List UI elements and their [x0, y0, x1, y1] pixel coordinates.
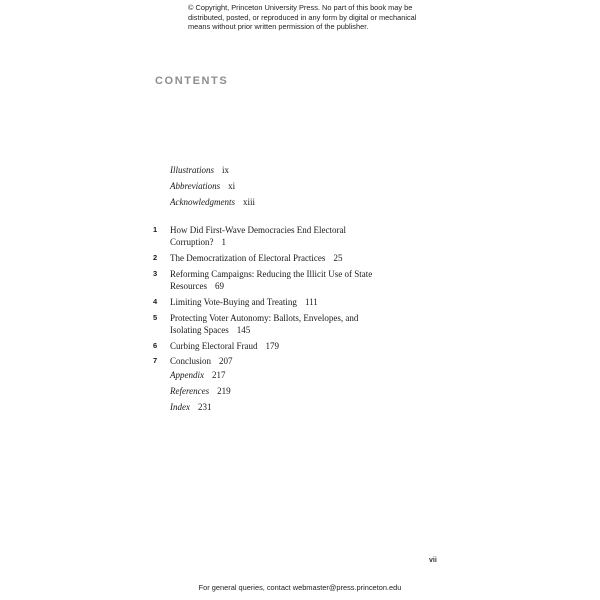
back-matter-item[interactable] — [170, 384, 231, 400]
chapter-title: Curbing Electoral Fraud — [170, 340, 258, 351]
chapter-number: 5 — [153, 312, 158, 322]
front-matter-item[interactable] — [170, 195, 255, 211]
chapter-title: The Democratization of Electoral Practices — [170, 253, 326, 263]
copyright-line: © Copyright, Princeton University Press. No part of this book may be — [188, 3, 413, 12]
back-matter-item[interactable] — [170, 400, 231, 416]
chapter-entry[interactable] — [153, 340, 453, 352]
page-number: vii — [429, 557, 437, 564]
chapter-title: Protecting Voter Autonomy: Ballots, Envelopes, and Isolating Spaces — [170, 312, 359, 335]
front-matter-title: Acknowledgments — [170, 196, 235, 207]
page-reference: 145 — [236, 324, 251, 335]
page-reference: 217 — [212, 370, 226, 380]
page-reference: 25 — [333, 253, 343, 263]
front-matter-item[interactable] — [170, 179, 255, 195]
front-matter-title: Abbreviations — [170, 180, 221, 191]
chapter-entry[interactable] — [153, 252, 453, 264]
front-matter-title: Illustrations — [170, 165, 215, 175]
page-reference: 231 — [198, 401, 212, 412]
page-reference: 179 — [265, 340, 279, 351]
chapter-title: How Did First-Wave Democracies End Electoral Corruption? — [170, 225, 346, 248]
chapter-title: Limiting Vote-Buying and Treating — [170, 296, 297, 307]
chapter-number: 2 — [153, 253, 158, 262]
chapter-number: 4 — [153, 296, 158, 306]
back-matter-list — [170, 368, 231, 415]
chapter-number: 7 — [153, 356, 158, 366]
page-reference: 69 — [215, 281, 224, 291]
back-matter-title: References — [170, 385, 210, 396]
page-reference: ix — [222, 165, 230, 175]
chapter-number: 6 — [153, 340, 158, 350]
page-reference: 219 — [217, 385, 231, 396]
back-matter-item[interactable] — [170, 368, 231, 384]
copyright-line: distributed, posted, or reproduced in any form by digital or mechanical — [188, 12, 417, 22]
chapter-entry[interactable] — [153, 268, 453, 292]
page-reference: 1 — [221, 237, 226, 248]
chapter-number: 1 — [153, 225, 158, 234]
chapter-title: Conclusion — [170, 356, 212, 367]
front-matter-list — [170, 163, 255, 210]
footer-contact: For general queries, contact webmaster@press.princeton.edu — [198, 583, 402, 592]
chapter-entry[interactable] — [153, 312, 453, 336]
chapter-entry[interactable] — [153, 355, 453, 367]
page-reference: xiii — [242, 196, 255, 207]
copyright-notice — [188, 3, 428, 32]
page-reference: 207 — [219, 356, 233, 367]
back-matter-title: Index — [170, 401, 190, 412]
chapter-number: 3 — [153, 268, 158, 278]
page-reference: 111 — [304, 296, 318, 307]
front-matter-item[interactable] — [170, 163, 255, 179]
chapter-entry[interactable] — [153, 224, 453, 248]
page-reference: xi — [228, 180, 236, 191]
chapter-list — [153, 224, 453, 371]
chapter-title: Reforming Campaigns: Reducing the Illicit Use of State Resources — [170, 268, 373, 291]
contents-heading: CONTENTS — [155, 75, 229, 87]
chapter-entry[interactable] — [153, 296, 453, 308]
back-matter-title: Appendix — [170, 370, 204, 380]
copyright-line: means without prior written permission of the publisher. — [188, 22, 369, 32]
